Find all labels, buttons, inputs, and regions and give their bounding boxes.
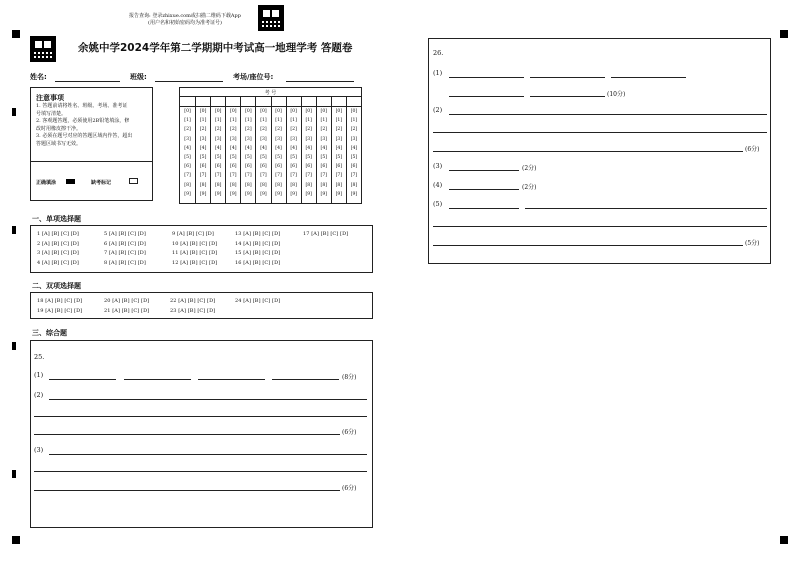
exam-digit-bubble[interactable]: [9]: [290, 191, 297, 197]
report-notice-line2: (用户名和初始密码均为准考证号): [148, 20, 222, 26]
choice-question-row[interactable]: 12 [A] [B] [C] [D]: [172, 259, 218, 266]
exam-digit-bubble[interactable]: [3]: [230, 136, 237, 142]
registration-mark: [12, 470, 16, 478]
exam-digit-bubble[interactable]: [7]: [290, 173, 297, 179]
exam-digit-bubble[interactable]: [3]: [245, 136, 252, 142]
answer-line[interactable]: [49, 379, 116, 380]
q26-p2-label: (2): [433, 106, 443, 114]
registration-mark: [780, 536, 788, 544]
exam-digit-bubble[interactable]: [6]: [335, 164, 343, 170]
answer-line[interactable]: [34, 416, 367, 417]
exam-digit-bubble[interactable]: [1]: [290, 118, 297, 124]
exam-digit-bubble[interactable]: [6]: [184, 164, 191, 170]
exam-digit-bubble[interactable]: [0]: [305, 109, 312, 114]
registration-mark: [12, 30, 20, 38]
answer-line[interactable]: [49, 399, 367, 400]
exam-digit-bubble[interactable]: [2]: [335, 127, 343, 133]
choice-question-row[interactable]: 22 [A] [B] [C] [D]: [170, 298, 216, 304]
answer-line[interactable]: [433, 245, 743, 246]
choice-question-row[interactable]: 17 [A] [B] [C] [D]: [303, 231, 349, 237]
q25-p3-label: (3): [34, 446, 44, 454]
exam-digit-bubble[interactable]: [8]: [214, 182, 222, 188]
choice-question-row[interactable]: 19 [A] [B] [C] [D]: [37, 307, 83, 314]
exam-digit-bubble[interactable]: [8]: [260, 182, 267, 188]
qr-code-icon: [30, 36, 56, 62]
exam-digit-bubble[interactable]: [6]: [305, 164, 312, 170]
qr-code-icon: [258, 5, 284, 31]
choice-question-row[interactable]: 1 [A] [B] [C] [D]: [37, 231, 79, 237]
exam-number-column: [301, 96, 316, 204]
note-line: 1. 答题前请将姓名、班级、考场、准考证: [36, 103, 128, 109]
exam-digit-bubble[interactable]: [1]: [335, 118, 343, 124]
exam-digit-bubble[interactable]: [8]: [305, 182, 312, 188]
exam-digit-bubble[interactable]: [4]: [184, 145, 191, 151]
exam-digit-bubble[interactable]: [1]: [260, 118, 267, 124]
exam-digit-bubble[interactable]: [9]: [214, 191, 222, 197]
report-notice: [110, 12, 260, 26]
exam-digit-bubble[interactable]: [9]: [275, 191, 282, 197]
answer-line[interactable]: [433, 226, 767, 227]
exam-digit-bubble[interactable]: [4]: [305, 145, 312, 151]
exam-digit-bubble[interactable]: [1]: [214, 118, 222, 124]
q26-number: 26.: [433, 49, 444, 57]
exam-digit-bubble[interactable]: [2]: [184, 127, 191, 133]
exam-digit-bubble[interactable]: [9]: [305, 191, 312, 197]
exam-digit-bubble[interactable]: [9]: [335, 191, 343, 197]
q25-answer-box[interactable]: [30, 340, 373, 528]
exam-digit-bubble[interactable]: [4]: [260, 145, 267, 151]
answer-line[interactable]: [449, 77, 524, 78]
exam-digit-bubble[interactable]: [3]: [290, 136, 297, 142]
page-title: 余姚中学2024学年第二学期期中考试高一地理学考 答题卷: [78, 42, 353, 54]
answer-line[interactable]: [449, 170, 519, 171]
exam-digit-bubble[interactable]: [5]: [184, 155, 191, 160]
exam-digit-bubble[interactable]: [1]: [230, 118, 237, 124]
fill-missing-label: 缺考标记: [91, 180, 112, 186]
exam-digit-bubble[interactable]: [0]: [290, 109, 297, 114]
exam-digit-bubble[interactable]: [8]: [230, 182, 237, 188]
exam-digit-bubble[interactable]: [5]: [199, 155, 207, 160]
exam-digit-bubble[interactable]: [8]: [350, 182, 358, 188]
choice-question-row[interactable]: 15 [A] [B] [C] [D]: [235, 250, 281, 256]
choice-question-row[interactable]: 3 [A] [B] [C] [D]: [37, 250, 79, 256]
choice-question-row[interactable]: 2 [A] [B] [C] [D]: [37, 240, 79, 247]
exam-digit-bubble[interactable]: [1]: [184, 118, 191, 124]
exam-digit-bubble[interactable]: [3]: [320, 136, 328, 142]
choice-question-row[interactable]: 16 [A] [B] [C] [D]: [235, 259, 281, 266]
exam-digit-bubble[interactable]: [7]: [260, 173, 267, 179]
name-label: 姓名:: [30, 73, 47, 81]
exam-digit-bubble[interactable]: [7]: [245, 173, 252, 179]
choice-question-row[interactable]: 24 [A] [B] [C] [D]: [235, 298, 281, 304]
exam-number-column: [210, 96, 225, 204]
answer-line[interactable]: [49, 454, 367, 455]
q25-p2-label: (2): [34, 391, 44, 399]
exam-number-column: [225, 96, 240, 204]
class-label: 班级:: [130, 73, 147, 81]
exam-digit-bubble[interactable]: [4]: [275, 145, 282, 151]
exam-digit-bubble[interactable]: [2]: [199, 127, 207, 133]
choice-question-row[interactable]: 5 [A] [B] [C] [D]: [104, 231, 146, 237]
note-line: 3. 必须在题号对应的答题区域内作答，超出: [36, 133, 133, 140]
exam-digit-bubble[interactable]: [0]: [199, 109, 207, 114]
exam-number-column: [346, 96, 361, 204]
notes-title: 注意事项: [36, 94, 64, 102]
exam-digit-bubble[interactable]: [8]: [320, 182, 328, 188]
exam-digit-bubble[interactable]: [0]: [260, 109, 267, 114]
exam-digit-bubble[interactable]: [3]: [184, 136, 191, 142]
exam-digit-bubble[interactable]: [6]: [320, 164, 328, 170]
exam-digit-bubble[interactable]: [9]: [320, 191, 328, 197]
answer-line[interactable]: [433, 151, 743, 152]
q25-p3-score: (6分): [342, 485, 357, 492]
q26-p2-score: (6分): [745, 146, 760, 153]
exam-digit-bubble[interactable]: [6]: [260, 164, 267, 170]
note-line: 2. 客观题答题，必须使用2B铅笔填涂，修: [36, 118, 130, 125]
exam-digit-bubble[interactable]: [0]: [350, 109, 358, 114]
exam-digit-bubble[interactable]: [0]: [335, 109, 343, 114]
exam-digit-bubble[interactable]: [9]: [199, 191, 207, 197]
section3-title: 三、综合题: [32, 329, 67, 337]
exam-number-column: [316, 96, 331, 204]
q26-p1-label: (1): [433, 69, 443, 77]
choice-question-row[interactable]: 10 [A] [B] [C] [D]: [172, 240, 218, 247]
exam-digit-bubble[interactable]: [7]: [275, 173, 282, 179]
exam-digit-bubble[interactable]: [7]: [350, 173, 358, 179]
answer-line[interactable]: [449, 208, 519, 209]
q26-p3-label: (3): [433, 162, 443, 170]
exam-digit-bubble[interactable]: [3]: [335, 136, 343, 142]
exam-number-column: [271, 96, 286, 204]
exam-digit-bubble[interactable]: [8]: [245, 182, 252, 188]
exam-digit-bubble[interactable]: [0]: [275, 109, 282, 114]
registration-mark: [12, 536, 20, 544]
exam-digit-bubble[interactable]: [2]: [350, 127, 358, 133]
exam-digit-bubble[interactable]: [9]: [184, 191, 191, 197]
exam-digit-bubble[interactable]: [5]: [260, 155, 267, 160]
exam-digit-bubble[interactable]: [4]: [214, 145, 222, 151]
answer-line[interactable]: [449, 114, 767, 115]
section2-title: 二、双项选择题: [32, 282, 81, 290]
name-field[interactable]: [55, 81, 120, 82]
q26-p1-score: (10分): [607, 91, 626, 98]
section2-box: [30, 292, 373, 319]
seat-field[interactable]: [286, 81, 354, 82]
exam-digit-bubble[interactable]: [2]: [230, 127, 237, 133]
exam-digit-bubble[interactable]: [7]: [184, 173, 191, 179]
choice-question-row[interactable]: 7 [A] [B] [C] [D]: [104, 250, 146, 256]
exam-digit-bubble[interactable]: [1]: [245, 118, 252, 124]
answer-line[interactable]: [530, 77, 605, 78]
exam-digit-bubble[interactable]: [5]: [350, 155, 358, 160]
class-field[interactable]: [155, 81, 223, 82]
q25-p1-label: (1): [34, 371, 44, 379]
exam-digit-bubble[interactable]: [4]: [320, 145, 328, 151]
notes-divider: [31, 161, 152, 162]
exam-digit-bubble[interactable]: [6]: [245, 164, 252, 170]
exam-digit-bubble[interactable]: [4]: [290, 145, 297, 151]
answer-line[interactable]: [525, 208, 767, 209]
exam-digit-bubble[interactable]: [5]: [320, 155, 328, 160]
exam-number-column: [255, 96, 270, 204]
exam-digit-bubble[interactable]: [1]: [275, 118, 282, 124]
exam-number-column: [286, 96, 301, 204]
exam-digit-bubble[interactable]: [6]: [350, 164, 358, 170]
exam-digit-bubble[interactable]: [7]: [230, 173, 237, 179]
exam-digit-bubble[interactable]: [0]: [184, 109, 191, 114]
notes-list: [36, 103, 132, 149]
choice-question-row[interactable]: 13 [A] [B] [C] [D]: [235, 231, 281, 237]
exam-number-grid: [179, 87, 362, 204]
exam-digit-bubble[interactable]: [7]: [305, 173, 312, 179]
choice-question-row[interactable]: 14 [A] [B] [C] [D]: [235, 240, 281, 247]
exam-digit-bubble[interactable]: [5]: [214, 155, 222, 160]
q25-p2-score: (6分): [342, 429, 357, 436]
exam-digit-bubble[interactable]: [5]: [275, 155, 282, 160]
choice-question-row[interactable]: 9 [A] [B] [C] [D]: [172, 231, 214, 237]
exam-digit-bubble[interactable]: [4]: [230, 145, 237, 151]
q26-p4-score: (2分): [522, 184, 537, 191]
exam-digit-bubble[interactable]: [4]: [350, 145, 358, 151]
exam-digit-bubble[interactable]: [1]: [199, 118, 207, 124]
exam-number-column: [331, 96, 346, 204]
exam-digit-bubble[interactable]: [4]: [245, 145, 252, 151]
exam-digit-bubble[interactable]: [1]: [305, 118, 312, 124]
exam-digit-bubble[interactable]: [3]: [275, 136, 282, 142]
registration-mark: [12, 226, 16, 234]
exam-digit-bubble[interactable]: [8]: [275, 182, 282, 188]
exam-digit-bubble[interactable]: [2]: [214, 127, 222, 133]
exam-digit-bubble[interactable]: [2]: [260, 127, 267, 133]
exam-digit-bubble[interactable]: [3]: [260, 136, 267, 142]
section1-options: [31, 226, 374, 274]
exam-digit-bubble[interactable]: [7]: [320, 173, 328, 179]
exam-digit-bubble[interactable]: [2]: [290, 127, 297, 133]
exam-digit-bubble[interactable]: [9]: [350, 191, 358, 197]
exam-digit-bubble[interactable]: [9]: [245, 191, 252, 197]
exam-digit-bubble[interactable]: [9]: [260, 191, 267, 197]
exam-digit-bubble[interactable]: [0]: [245, 109, 252, 114]
exam-digit-bubble[interactable]: [4]: [199, 145, 207, 151]
exam-digit-bubble[interactable]: [8]: [290, 182, 297, 188]
answer-line[interactable]: [611, 77, 686, 78]
note-line: 号填写清楚。: [36, 110, 67, 117]
exam-digit-bubble[interactable]: [2]: [245, 127, 252, 133]
choice-question-row[interactable]: 21 [A] [B] [C] [D]: [104, 307, 150, 314]
exam-digit-bubble[interactable]: [7]: [214, 173, 222, 179]
exam-digit-bubble[interactable]: [0]: [214, 109, 222, 114]
answer-line[interactable]: [449, 96, 524, 97]
q25-number: 25.: [34, 353, 45, 361]
choice-question-row[interactable]: 23 [A] [B] [C] [D]: [170, 307, 216, 314]
answer-line[interactable]: [530, 96, 605, 97]
q26-p4-label: (4): [433, 181, 443, 189]
exam-number-column: [180, 96, 195, 204]
choice-question-row[interactable]: 18 [A] [B] [C] [D]: [37, 298, 83, 304]
exam-digit-bubble[interactable]: [8]: [184, 182, 191, 188]
exam-digit-bubble[interactable]: [7]: [199, 173, 207, 179]
note-line: 改时用橡皮擦干净。: [36, 125, 82, 132]
exam-digit-bubble[interactable]: [4]: [335, 145, 343, 151]
answer-line[interactable]: [198, 379, 265, 380]
exam-digit-bubble[interactable]: [5]: [245, 155, 252, 160]
registration-mark: [780, 30, 788, 38]
exam-digit-bubble[interactable]: [0]: [320, 109, 328, 114]
exam-digit-bubble[interactable]: [7]: [335, 173, 343, 179]
exam-digit-bubble[interactable]: [9]: [230, 191, 237, 197]
choice-question-row[interactable]: 4 [A] [B] [C] [D]: [37, 259, 79, 266]
exam-digit-bubble[interactable]: [6]: [275, 164, 282, 170]
exam-number-column: [240, 96, 255, 204]
answer-line[interactable]: [449, 189, 519, 190]
answer-line[interactable]: [433, 132, 767, 133]
exam-digit-bubble[interactable]: [6]: [199, 164, 207, 170]
exam-digit-bubble[interactable]: [3]: [305, 136, 312, 142]
exam-digit-bubble[interactable]: [1]: [350, 118, 358, 124]
exam-number-column: [195, 96, 210, 204]
q26-answer-box[interactable]: [428, 38, 771, 264]
section2-options: [31, 293, 374, 320]
absent-mark-checkbox[interactable]: [129, 178, 138, 184]
exam-digit-bubble[interactable]: [2]: [275, 127, 282, 133]
exam-digit-bubble[interactable]: [6]: [214, 164, 222, 170]
choice-question-row[interactable]: 20 [A] [B] [C] [D]: [104, 298, 150, 304]
fill-correct-label: 正确填涂: [36, 180, 57, 186]
report-notice-line1: 报告查询: 登录zhixue.com或扫描二维码下载App: [129, 13, 241, 19]
choice-question-row[interactable]: 8 [A] [B] [C] [D]: [104, 259, 146, 266]
exam-digit-bubble[interactable]: [5]: [290, 155, 297, 160]
q26-p5-label: (5): [433, 200, 443, 208]
exam-digit-bubble[interactable]: [3]: [214, 136, 222, 142]
exam-number-title: 考 号: [264, 90, 277, 96]
q26-p5-score: (5分): [745, 240, 760, 247]
exam-digit-bubble[interactable]: [0]: [230, 109, 237, 114]
answer-line[interactable]: [34, 434, 340, 435]
seat-label: 考场/座位号:: [233, 73, 274, 81]
exam-digit-bubble[interactable]: [6]: [230, 164, 237, 170]
q26-p3-score: (2分): [522, 165, 537, 172]
answer-line[interactable]: [124, 379, 191, 380]
exam-digit-bubble[interactable]: [1]: [320, 118, 328, 124]
answer-line[interactable]: [34, 490, 340, 491]
registration-mark: [12, 342, 16, 350]
exam-digit-bubble[interactable]: [2]: [320, 127, 328, 133]
q25-p1-score: (8分): [342, 374, 357, 381]
fill-correct-sample-icon: [66, 179, 75, 184]
answer-line[interactable]: [34, 471, 367, 472]
exam-digit-bubble[interactable]: [8]: [335, 182, 343, 188]
exam-digit-bubble[interactable]: [5]: [305, 155, 312, 160]
exam-digit-bubble[interactable]: [5]: [335, 155, 343, 160]
note-line: 答题区域书写无效。: [36, 140, 82, 147]
exam-digit-bubble[interactable]: [5]: [230, 155, 237, 160]
answer-line[interactable]: [272, 379, 339, 380]
exam-digit-bubble[interactable]: [2]: [305, 127, 312, 133]
section1-title: 一、单项选择题: [32, 215, 81, 223]
exam-digit-bubble[interactable]: [8]: [199, 182, 207, 188]
choice-question-row[interactable]: 6 [A] [B] [C] [D]: [104, 240, 146, 247]
section1-box: [30, 225, 373, 273]
registration-mark: [12, 108, 16, 116]
notes-box: [30, 87, 153, 201]
exam-digit-bubble[interactable]: [6]: [290, 164, 297, 170]
exam-digit-bubble[interactable]: [3]: [199, 136, 207, 142]
exam-digit-bubble[interactable]: [3]: [350, 136, 358, 142]
exam-number-columns: [180, 96, 361, 204]
choice-question-row[interactable]: 11 [A] [B] [C] [D]: [172, 250, 218, 256]
